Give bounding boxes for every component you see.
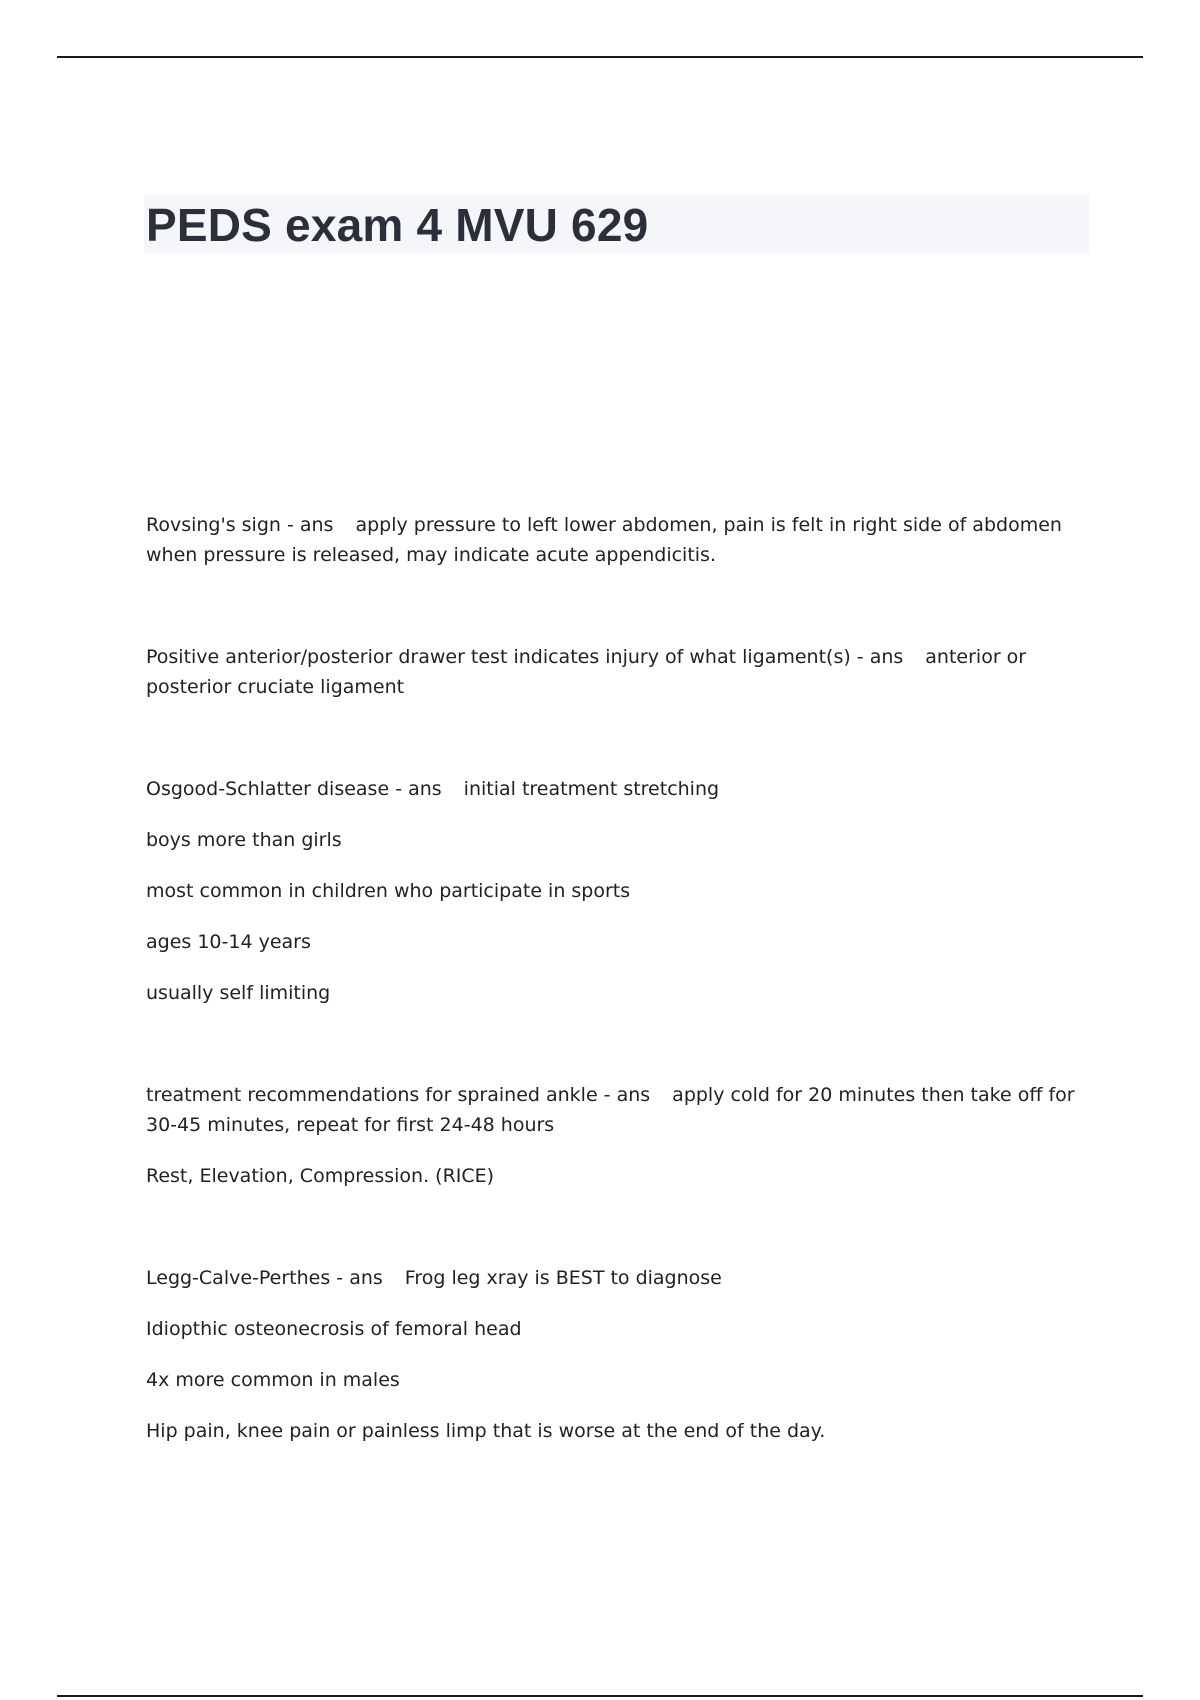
- flashcard: [146, 1080, 1091, 1191]
- header-rule: [57, 56, 1143, 58]
- flashcard-note: boys more than girls: [146, 829, 342, 851]
- flashcard-note: most common in children who participate in sports: [146, 880, 631, 902]
- flashcard-main: [146, 642, 1091, 702]
- flashcard-term: Rovsing's sign - ans: [146, 514, 334, 536]
- flashcard-list: [146, 510, 1091, 1446]
- flashcard: [146, 1263, 1091, 1446]
- flashcard-note: Hip pain, knee pain or painless limp that is worse at the end of the day.: [146, 1420, 826, 1442]
- flashcard-note: 4x more common in males: [146, 1369, 400, 1391]
- flashcard: [146, 510, 1091, 570]
- flashcard-answer: anterior or posterior cruciate ligament: [146, 646, 1027, 698]
- page-title: PEDS exam 4 MVU 629: [146, 199, 649, 251]
- flashcard-answer: apply cold for 20 minutes then take off for 30-45 minutes, repeat for first 24-48 hours: [146, 1084, 1075, 1136]
- flashcard-note: Rest, Elevation, Compression. (RICE): [146, 1165, 495, 1187]
- flashcard-main: [146, 510, 1091, 570]
- flashcard-note: usually self limiting: [146, 982, 331, 1004]
- flashcard-answer: apply pressure to left lower abdomen, pain is felt in right side of abdomen when pressure is released, may indicate acute appendicitis.: [146, 514, 1062, 566]
- flashcard-main: [146, 774, 1091, 804]
- flashcard: [146, 642, 1091, 702]
- flashcard-term: Legg-Calve-Perthes - ans: [146, 1267, 383, 1289]
- flashcard-answer: initial treatment stretching: [463, 778, 720, 800]
- flashcard-term: Positive anterior/posterior drawer test indicates injury of what ligament(s) - ans: [146, 646, 904, 668]
- footer-rule: [57, 1695, 1143, 1697]
- flashcard-note: Idiopthic osteonecrosis of femoral head: [146, 1318, 522, 1340]
- flashcard-answer: Frog leg xray is BEST to diagnose: [404, 1267, 722, 1289]
- flashcard-note: ages 10-14 years: [146, 931, 311, 953]
- flashcard-main: [146, 1080, 1091, 1140]
- flashcard-term: Osgood-Schlatter disease - ans: [146, 778, 442, 800]
- flashcard: [146, 774, 1091, 1008]
- flashcard-term: treatment recommendations for sprained ankle - ans: [146, 1084, 651, 1106]
- flashcard-main: [146, 1263, 1091, 1293]
